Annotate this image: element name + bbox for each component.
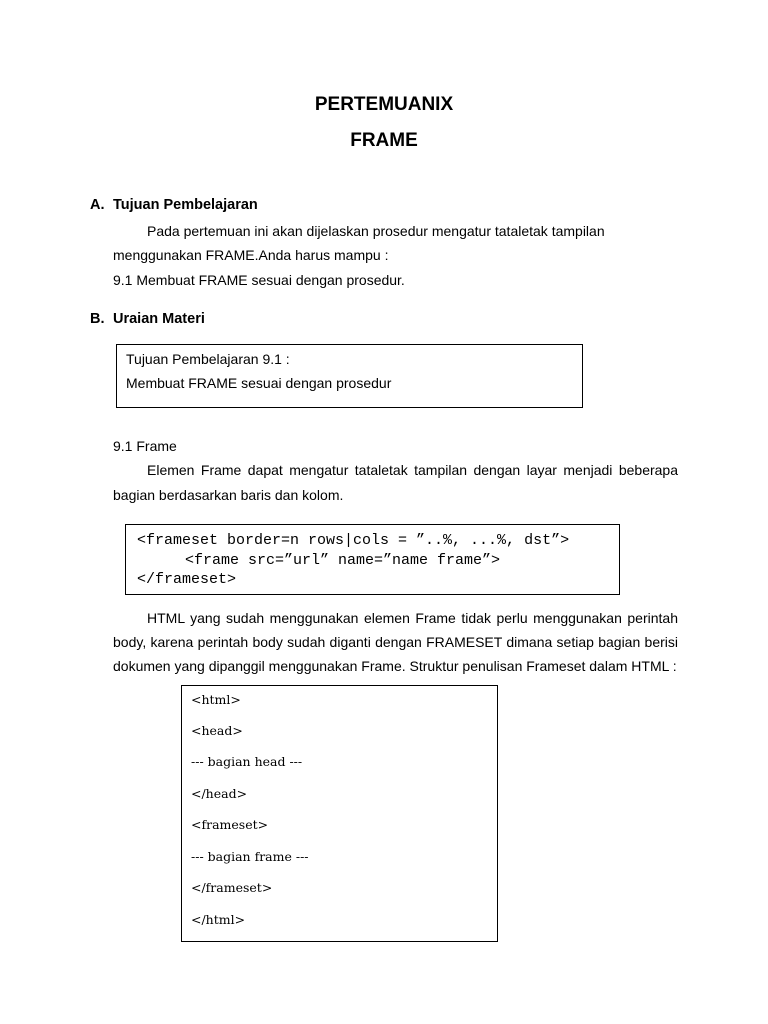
- structure-line: <frameset>: [191, 817, 269, 832]
- structure-line: </html>: [191, 912, 246, 927]
- structure-line: --- bagian frame ---: [191, 849, 309, 864]
- objective-line1: Tujuan Pembelajaran 9.1 :: [126, 351, 290, 367]
- section-a-heading: Tujuan Pembelajaran: [113, 197, 258, 213]
- section-a-label: A.: [90, 197, 105, 213]
- body-line1: HTML yang sudah menggunakan elemen Frame tidak perlu menggunakan perintah: [147, 610, 678, 626]
- body-line3: dokumen yang dipanggil menggunakan Frame. Struktur penulisan Frameset dalam HTML :: [113, 658, 677, 674]
- structure-line: </frameset>: [191, 880, 273, 895]
- syntax-box: [125, 524, 620, 595]
- page-title: PERTEMUANIX: [314, 94, 454, 115]
- page-subtitle: FRAME: [350, 130, 418, 151]
- subsection-heading: 9.1 Frame: [113, 438, 177, 454]
- structure-line: </head>: [191, 786, 248, 801]
- section-a-paragraph-line2: menggunakan FRAME.Anda harus mampu :: [113, 247, 389, 263]
- syntax-line1: <frameset border=n rows|cols = ”..%, ...%, dst”>: [137, 532, 570, 549]
- section-a-paragraph-line1: Pada pertemuan ini akan dijelaskan prosedur mengatur tataletak tampilan: [147, 223, 605, 239]
- intro-line1: Elemen Frame dapat mengatur tataletak tampilan dengan layar menjadi beberapa: [147, 462, 678, 478]
- body-line2: body, karena perintah body sudah diganti dengan FRAMESET dimana setiap bagian berisi: [113, 634, 678, 650]
- syntax-line3: </frameset>: [137, 571, 237, 588]
- syntax-line2: <frame src=”url” name=”name frame”>: [185, 552, 501, 569]
- objective-line2: Membuat FRAME sesuai dengan prosedur: [126, 375, 392, 391]
- section-b-heading: Uraian Materi: [113, 311, 205, 327]
- intro-line2: bagian berdasarkan baris dan kolom.: [113, 487, 344, 503]
- structure-box: [181, 685, 498, 942]
- structure-line: --- bagian head ---: [191, 754, 303, 769]
- structure-line: <head>: [191, 723, 243, 738]
- objective-box: [116, 344, 583, 408]
- section-a-item: 9.1 Membuat FRAME sesuai dengan prosedur.: [113, 272, 405, 288]
- structure-line: <html>: [191, 692, 241, 707]
- section-b-label: B.: [90, 311, 105, 327]
